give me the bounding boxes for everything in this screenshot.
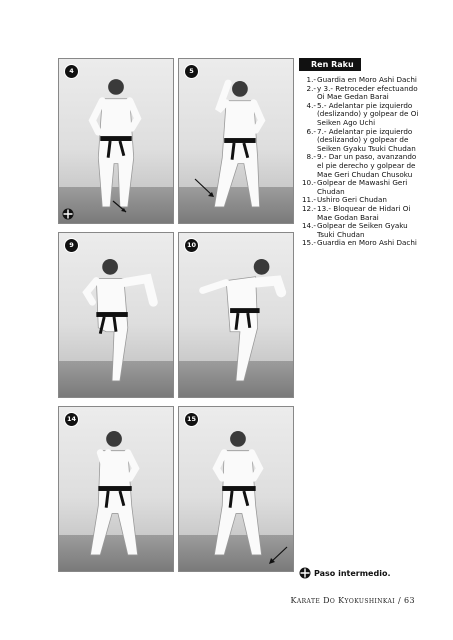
arrow-icon (265, 545, 289, 567)
crosshair-icon (62, 208, 74, 220)
intermediate-step-note (299, 567, 391, 579)
page-footer: Karate Do Kyokushinkai / 63 (290, 596, 415, 605)
arrow-icon (193, 177, 219, 201)
step-number: 1.- (306, 75, 316, 84)
step-number-badge: 9 (64, 238, 79, 253)
step-text: 5.- Adelantar pie izquierdo (deslizando) y golpear de Oi Seiken Ago Uchi (317, 100, 419, 127)
photo-step-9 (58, 232, 174, 398)
photo-step-14 (58, 406, 174, 572)
list-item (299, 128, 419, 154)
step-number-badge: 15 (184, 412, 199, 427)
step-number: 14.- (301, 221, 316, 231)
list-item (299, 85, 419, 102)
step-number: 10.- (301, 178, 316, 188)
section-title: Ren Raku (299, 58, 361, 71)
list-item (299, 222, 419, 239)
karateka-figure (59, 407, 173, 571)
step-number-badge: 4 (64, 64, 79, 79)
step-number: 12.- (301, 203, 316, 213)
step-number-badge: 10 (184, 238, 199, 253)
step-number: 4.- (306, 100, 316, 110)
step-text: 9.- Dar un paso, avanzando el pie derecho y golpear de Mae Geri Chudan Chusoku (317, 152, 417, 179)
step-text: Ushiro Geri Chudan (317, 195, 387, 205)
step-text: Golpear de Mawashi Geri Chudan (317, 178, 408, 196)
list-item (299, 239, 419, 248)
arrow-icon (111, 199, 131, 215)
step-text: 13.- Bloquear de Hidari Oi Mae Godan Barai (317, 203, 411, 222)
step-number-badge: 14 (64, 412, 79, 427)
list-item (299, 102, 419, 128)
step-number: 11.- (301, 195, 316, 205)
list-item (299, 205, 419, 222)
photo-step-4 (58, 58, 174, 224)
step-number: 8.- (306, 152, 316, 162)
list-item (299, 153, 419, 179)
steps-list (299, 76, 419, 248)
step-number: 15.- (301, 238, 316, 248)
step-number: 6.- (306, 126, 316, 136)
step-text: 7.- Adelantar pie izquierdo (deslizando) y golpear de Seiken Gyaku Tsuki Chudan (317, 126, 416, 153)
step-number-badge: 5 (184, 64, 199, 79)
step-text: y 3.- Retroceder efectuando Oi Mae Gedan Barai (317, 83, 418, 102)
step-number: 2.- (306, 83, 316, 93)
step-text: Guardia en Moro Ashi Dachi (317, 75, 417, 84)
photo-step-10 (178, 232, 294, 398)
karateka-figure (179, 233, 293, 397)
step-text: Guardia en Moro Ashi Dachi (317, 238, 417, 248)
photo-step-5 (178, 58, 294, 224)
crosshair-icon (299, 567, 311, 579)
karateka-figure (59, 233, 173, 397)
step-text: Golpear de Seiken Gyaku Tsuki Chudan (317, 221, 408, 239)
photo-step-15 (178, 406, 294, 572)
note-text: Paso intermedio. (314, 568, 391, 578)
list-item (299, 179, 419, 196)
